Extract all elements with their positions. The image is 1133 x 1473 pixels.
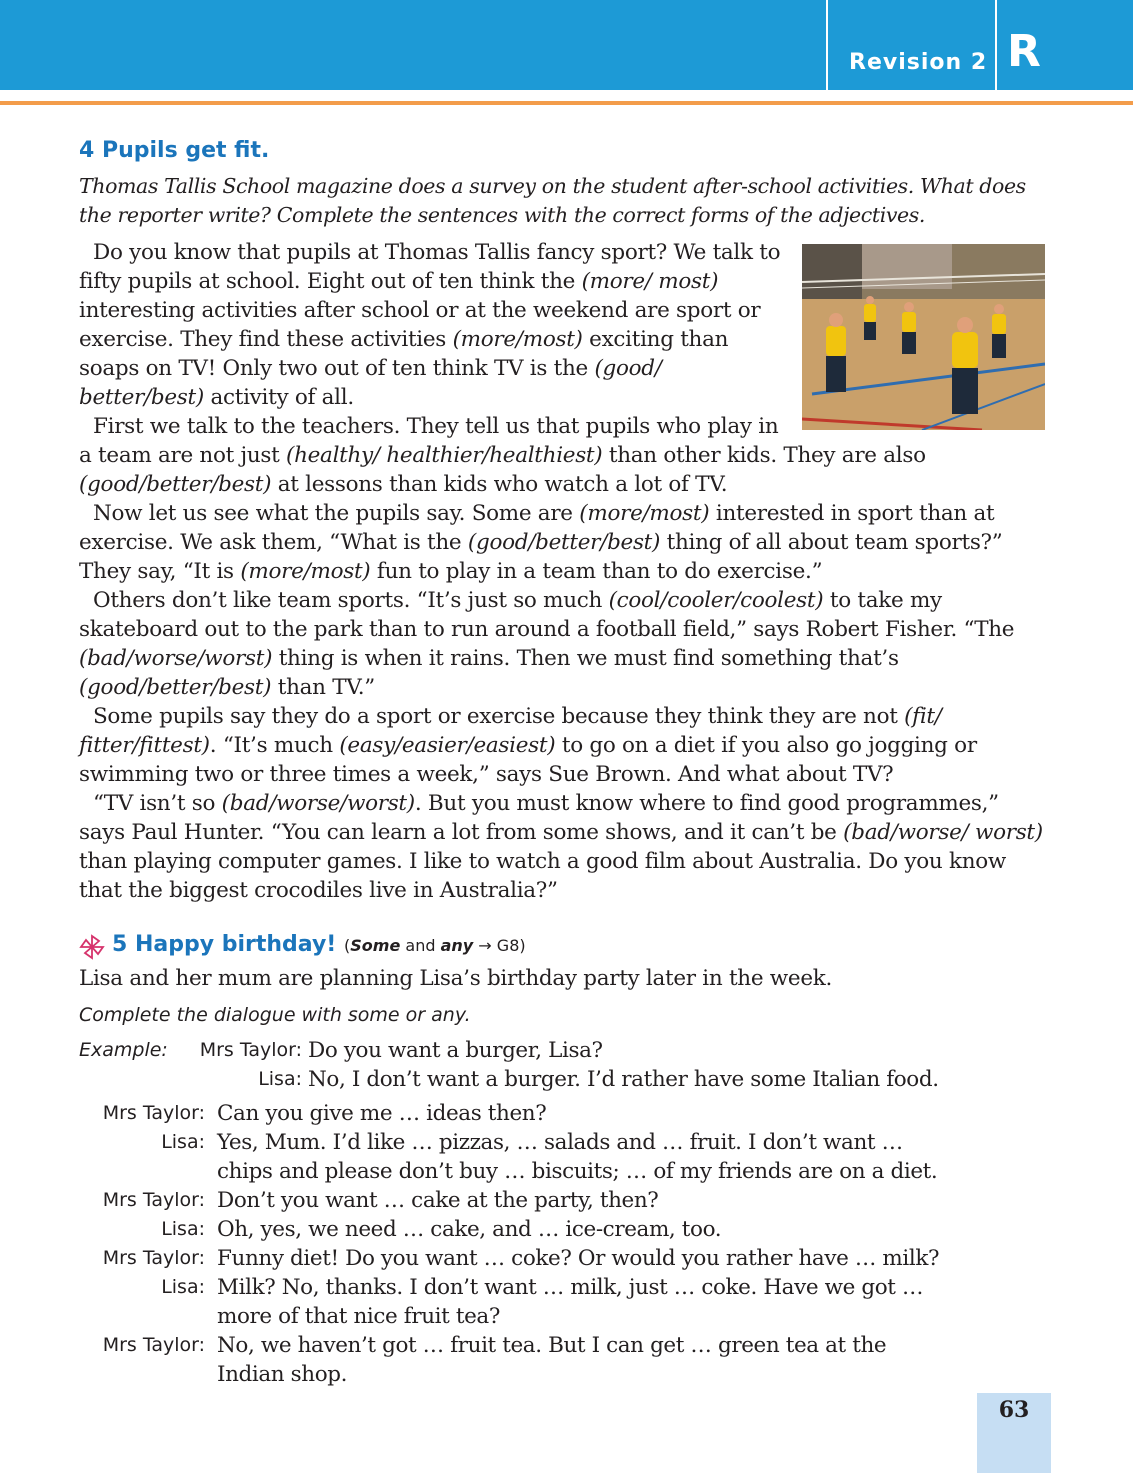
article-paragraph: Do you know that pupils at Thomas Tallis fancy sport? We talk to fifty pupils at school. Eight out of ten think the (more/ most) interesting activities after school or at the weekend are sport or exercise. They find these activities (more/most) exciting than soaps on TV! Only two out of ten think TV is the (good/ better/best) activity of all. [79,240,781,410]
article-paragraph: “TV isn’t so (bad/worse/worst). But you must know where to find good programmes,” says Paul Hunter. “You can learn a lot from some shows, and it can’t be (bad/worse/ worst) than playing computer games. I like to watch a good film about Australia. Do you know that the biggest crocodiles live in Australia?” [79,791,1043,903]
speaker: Mrs Taylor: [102,1247,205,1269]
speaker: Mrs Taylor: [102,1102,205,1124]
task4-title: 4 Pupils get fit. [79,138,270,163]
line: more of that nice fruit tea? [217,1304,500,1329]
speaker: Lisa: [161,1218,205,1240]
speaker: Lisa: [161,1276,205,1298]
header-divider [826,0,828,90]
task4-article [79,238,1045,905]
speaker: Mrs Taylor: [102,1334,205,1356]
line: Can you give me … ideas then? [217,1101,547,1126]
line: chips and please don’t buy … biscuits; … of my friends are on a diet. [217,1159,938,1184]
task5-title: 5 Happy birthday! (Some and any → G8) [112,932,526,957]
header-rule [0,101,1133,105]
line: Milk? No, thanks. I don’t want … milk, just … coke. Have we got … [217,1275,924,1300]
article-paragraph: Some pupils say they do a sport or exercise because they think they are not (fit/ fitter/fittest). “It’s much (easy/easier/easiest) to go on a diet if you also go jogging or swimming two or three times a week,” says Sue Brown. And what about TV? [79,704,977,787]
header-divider [995,0,997,90]
line: No, I don’t want a burger. I’d rather have some Italian food. [308,1067,939,1092]
task4-intro: Thomas Tallis School magazine does a survey on the student after-school activities. What does the reporter write? Complete the sentences with the correct forms of the adjectives. [79,174,1026,227]
article-paragraph: Others don’t like team sports. “It’s just so much (cool/cooler/coolest) to take my skateboard out to the park than to run around a football field,” says Robert Fisher. “The (bad/worse/worst) thing is when it rains. Then we must find something that’s (good/better/best) than TV.” [79,588,1015,700]
speaker: Mrs Taylor: [102,1189,205,1211]
section-letter: R [1007,26,1041,77]
header-band [0,0,1133,90]
article-paragraph: Now let us see what the pupils say. Some are (more/most) interested in sport than at exercise. We ask them, “What is the (good/better/best) thing of all about team sports?” They say, “It is (more/most) fun to play in a team than to do exercise.” [79,501,1003,584]
example-label: Example: [79,1039,168,1061]
section-label: Revision 2 [849,50,988,75]
line: Don’t you want … cake at the party, then? [217,1188,659,1213]
line: Indian shop. [217,1362,348,1387]
volleyball-photo [802,244,1045,430]
line: Yes, Mum. I’d like … pizzas, … salads and … fruit. I don’t want … [217,1130,903,1155]
article-paragraph: First we talk to the teachers. They tell us that pupils who play in a team are not just (healthy/ healthier/healthiest) than other kids. They are also (good/better/best) at lessons than kids who watch a lot of TV. [79,414,926,497]
grammar-reference: (Some and any → G8) [344,936,526,955]
line: Oh, yes, we need … cake, and … ice-cream, too. [217,1217,722,1242]
line: No, we haven’t got … fruit tea. But I can get … green tea at the [217,1333,887,1358]
task5-situation: Lisa and her mum are planning Lisa’s birthday party later in the week. [79,966,833,991]
task5-instruction: Complete the dialogue with some or any. [79,1004,471,1026]
line: Do you want a burger, Lisa? [308,1038,603,1063]
page-number: 63 [998,1397,1030,1423]
speaker: Mrs Taylor: [199,1039,302,1061]
line: Funny diet! Do you want … coke? Or would you rather have … milk? [217,1246,940,1271]
speaker: Lisa: [258,1068,302,1090]
pinwheel-icon [79,934,105,960]
speaker: Lisa: [161,1131,205,1153]
